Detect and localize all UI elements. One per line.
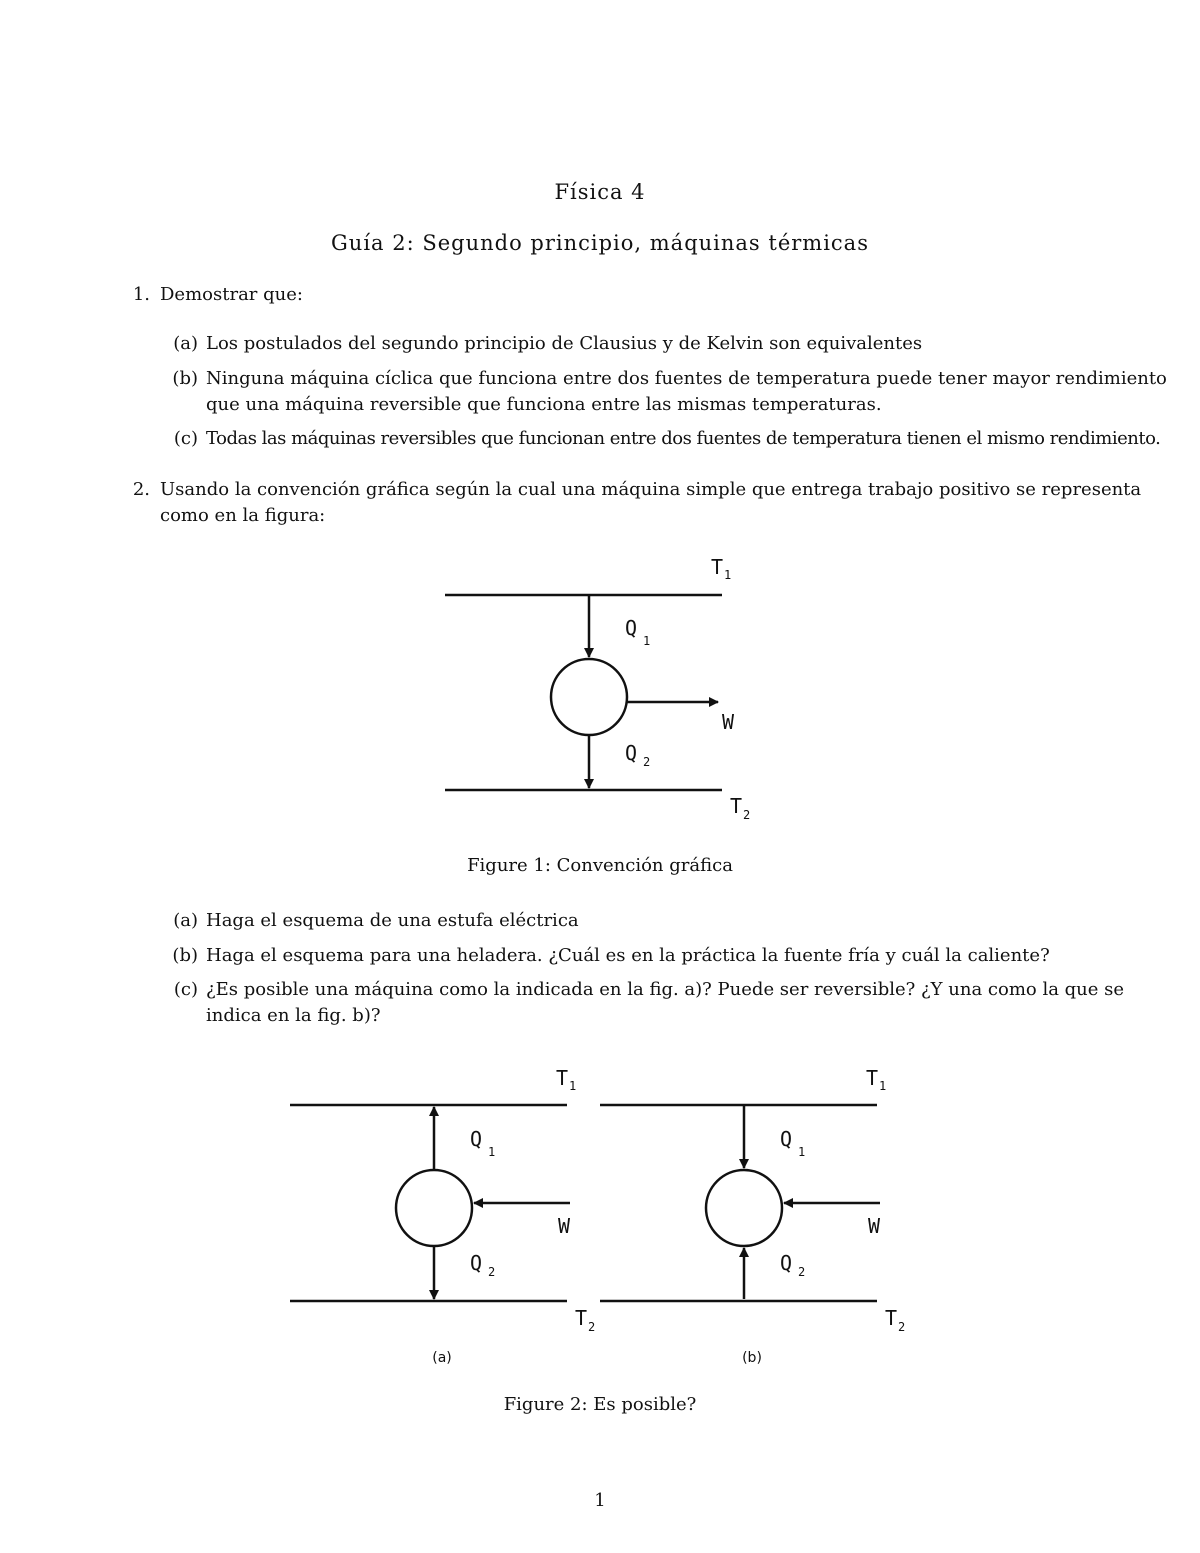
fig2b-w-label: W xyxy=(868,1214,881,1238)
figure-2a-sublabel: (a) xyxy=(432,1350,452,1366)
problem-1c-label: (c) xyxy=(173,428,198,449)
fig2b-diagram xyxy=(600,1105,880,1301)
fig2a-q1-label: $Q_1$ xyxy=(470,1127,496,1159)
figure-2-caption: Figure 2: Es posible? xyxy=(503,1394,697,1415)
fig1-w-label: W xyxy=(722,710,735,734)
fig2b-engine-circle xyxy=(706,1170,782,1246)
problem-2b-text: Haga el esquema para una heladera. ¿Cuál es en la práctica la fuente fría y cuál la caliente? xyxy=(206,945,1050,966)
problem-2c-text-line2: indica en la fig. b)? xyxy=(206,1005,381,1026)
problem-2a-label: (a) xyxy=(173,910,198,931)
problem-2-number: 2. xyxy=(132,479,150,500)
problem-1-number: 1. xyxy=(132,284,150,305)
fig2a-q2-label: Q $_2$ xyxy=(470,1251,496,1279)
fig1-t2-label: $T_2$ xyxy=(730,794,751,822)
problem-1-intro: Demostrar que: xyxy=(160,284,303,305)
problem-2a-text: Haga el esquema de una estufa eléctrica xyxy=(206,910,579,931)
fig2a-diagram xyxy=(290,1105,570,1301)
fig2a-w-label: W xyxy=(558,1214,571,1238)
page-number: 1 xyxy=(594,1490,606,1511)
problem-1a-label: (a) xyxy=(173,333,198,354)
problem-2-intro-line1: Usando la convención gráfica según la cual una máquina simple que entrega trabajo positivo se representa xyxy=(160,479,1142,500)
fig2b-q1-label: $Q_1$ xyxy=(780,1127,806,1159)
figure-1-caption: Figure 1: Convención gráfica xyxy=(467,855,733,876)
page-subtitle: Guía 2: Segundo principio, máquinas térmicas xyxy=(331,231,869,255)
problem-1b-text-line2: que una máquina reversible que funciona entre las mismas temperaturas. xyxy=(206,394,882,415)
fig2a-t1-label: $T_1$ xyxy=(556,1066,577,1093)
problem-2c-label: (c) xyxy=(173,979,198,1000)
problem-2b-label: (b) xyxy=(172,945,198,966)
fig1-q1-label: $Q_1$ xyxy=(625,616,651,648)
fig2a-t2-label: $T_2$ xyxy=(575,1306,596,1334)
problem-2-intro-line2: como en la figura: xyxy=(160,505,326,526)
fig2a-engine-circle xyxy=(396,1170,472,1246)
figure-2b-sublabel: (b) xyxy=(742,1350,762,1366)
fig1-q2-label: Q $_2$ xyxy=(625,741,651,769)
fig1-engine-circle xyxy=(551,659,627,735)
problem-1b-text-line1: Ninguna máquina cíclica que funciona entre dos fuentes de temperatura puede tener mayor rendimiento xyxy=(206,368,1167,389)
fig1-t1-label: $T_1$ xyxy=(711,555,732,582)
fig2b-q2-label: Q $_2$ xyxy=(780,1251,806,1279)
fig2b-t2-label: $T_2$ xyxy=(885,1306,906,1334)
page-title: Física 4 xyxy=(554,180,646,204)
problem-1c-text: Todas las máquinas reversibles que funcionan entre dos fuentes de temperatura tienen el mismo rendimiento. xyxy=(206,428,1161,449)
fig2b-t1-label: $T_1$ xyxy=(866,1066,887,1093)
problem-1b-label: (b) xyxy=(172,368,198,389)
problem-1a-text: Los postulados del segundo principio de Clausius y de Kelvin son equivalentes xyxy=(206,333,923,354)
problem-2c-text-line1: ¿Es posible una máquina como la indicada en la fig. a)? Puede ser reversible? ¿Y una como la que se xyxy=(206,979,1125,1000)
